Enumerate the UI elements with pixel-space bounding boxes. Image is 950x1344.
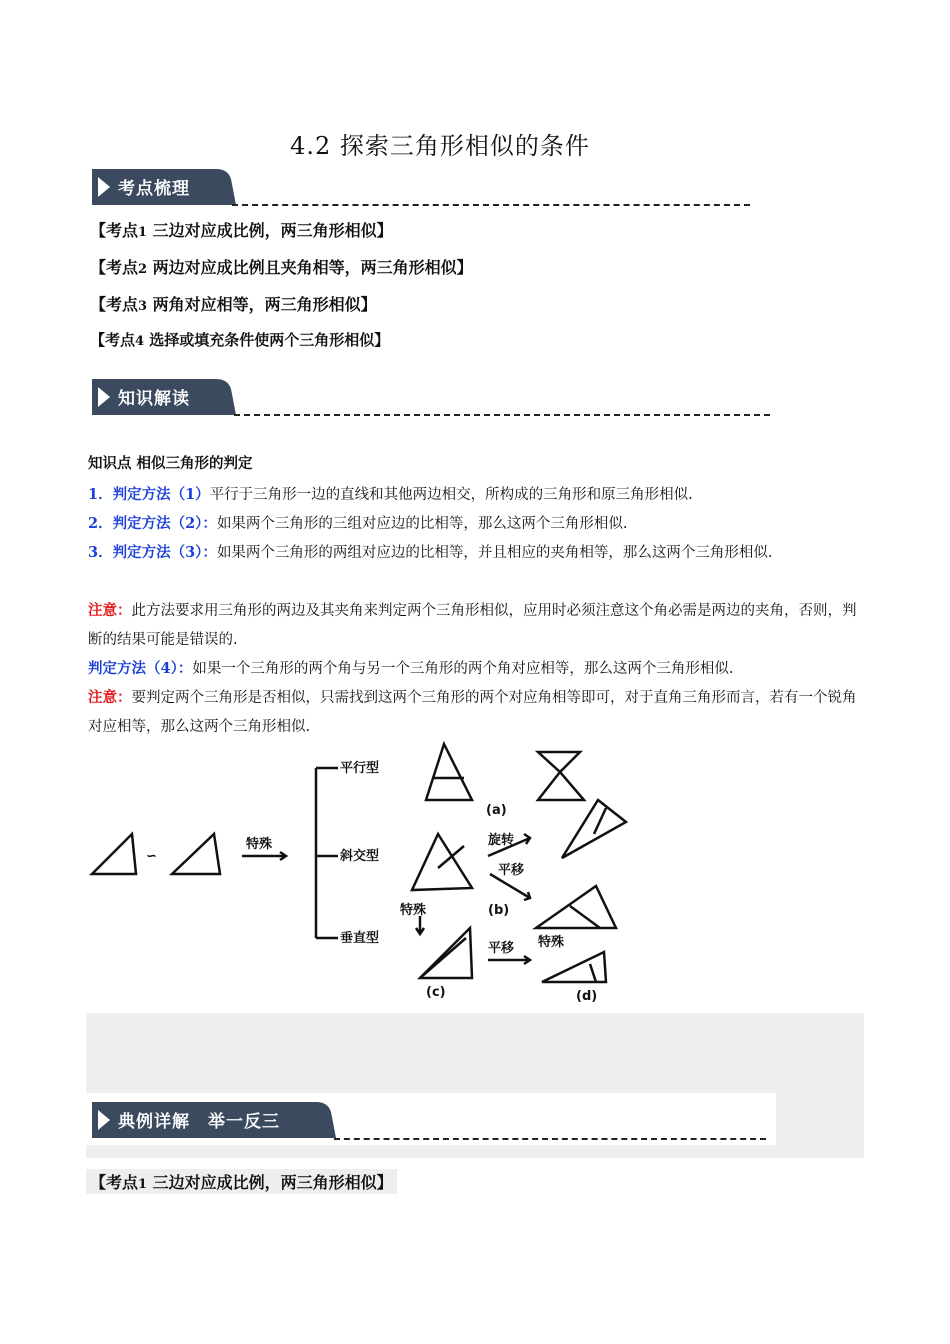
triangle-a1 xyxy=(426,744,472,800)
label-xiejiao: 斜交型 xyxy=(340,849,380,864)
triangle-a3 xyxy=(538,772,584,800)
label-teshu-d: 特殊 xyxy=(538,935,565,950)
banner-title: 典例详解 举一反三 xyxy=(118,1112,280,1132)
label-c: (c) xyxy=(426,985,446,1000)
section-banner-dianli xyxy=(88,1098,338,1142)
kaodian-item-detail: 【考点1 三边对应成比例，两三角形相似】 xyxy=(86,1169,397,1194)
label-teshu: 特殊 xyxy=(246,837,273,852)
section-banner-kaodian xyxy=(88,165,238,209)
triangle-b2 xyxy=(562,800,626,858)
method-4: 判定方法（4）：如果一个三角形的两个角与另一个三角形的两个角对应相等，那么这两个三角形相似. xyxy=(88,660,734,677)
label-d: (d) xyxy=(576,989,598,1004)
label-teshu-b: 特殊 xyxy=(400,903,427,918)
method-3: 3．判定方法（3）：如果两个三角形的两组对应边的比相等，并且相应的夹角相等，那么这两个三角形相似. xyxy=(88,544,773,561)
label-chuizhi: 垂直型 xyxy=(340,931,380,946)
label-pingyi-b: 平移 xyxy=(498,863,525,878)
label-pingyi-c: 平移 xyxy=(488,941,515,956)
knowledge-heading: 知识点 相似三角形的判定 xyxy=(88,455,253,472)
kaodian-item-4: 【考点4 选择或填充条件使两个三角形相似】 xyxy=(90,331,390,349)
banner-title: 考点梳理 xyxy=(118,179,190,199)
kaodian-item-3: 【考点3 两角对应相等，两三角形相似】 xyxy=(90,295,377,314)
note-1: 注意：此方法要求用三角形的两边及其夹角来判定两个三角形相似，应用时必须注意这个角必需是两边的夹角，否则，判断的结果可能是错误的. xyxy=(88,602,857,648)
similar-sign: ∽ xyxy=(146,849,157,864)
triangle-large xyxy=(172,834,220,874)
triangle-b3 xyxy=(536,886,616,928)
banner-title: 知识解读 xyxy=(118,389,190,409)
label-pingxing: 平行型 xyxy=(340,761,380,776)
triangle-small xyxy=(92,834,136,874)
method-2: 2．判定方法（2）：如果两个三角形的三组对应边的比相等，那么这两个三角形相似. xyxy=(88,515,628,532)
triangle-b1 xyxy=(412,834,472,890)
divider xyxy=(334,1138,766,1140)
label-xuanzhuan: 旋转 xyxy=(488,833,515,848)
kaodian-item-2: 【考点2 两边对应成比例且夹角相等，两三角形相似】 xyxy=(90,258,473,277)
method-1: 1．判定方法（1）平行于三角形一边的直线和其他两边相交，所构成的三角形和原三角形相似. xyxy=(88,486,693,503)
label-b: (b) xyxy=(488,903,510,918)
page-title: 4.2 探索三角形相似的条件 xyxy=(290,132,590,160)
triangle-d xyxy=(542,952,606,982)
label-a: (a) xyxy=(486,803,507,818)
divider xyxy=(234,414,770,416)
note-2: 注意：要判定两个三角形是否相似，只需找到这两个三角形的两个对应角相等即可，对于直角三角形而言，若有一个锐角对应相等，那么这两个三角形相似. xyxy=(88,689,857,735)
divider xyxy=(232,204,750,206)
kaodian-item-1: 【考点1 三边对应成比例，两三角形相似】 xyxy=(90,221,393,240)
similar-triangles-diagram xyxy=(86,738,646,1008)
section-banner-zhishi xyxy=(88,375,238,419)
triangle-a2 xyxy=(538,752,580,772)
